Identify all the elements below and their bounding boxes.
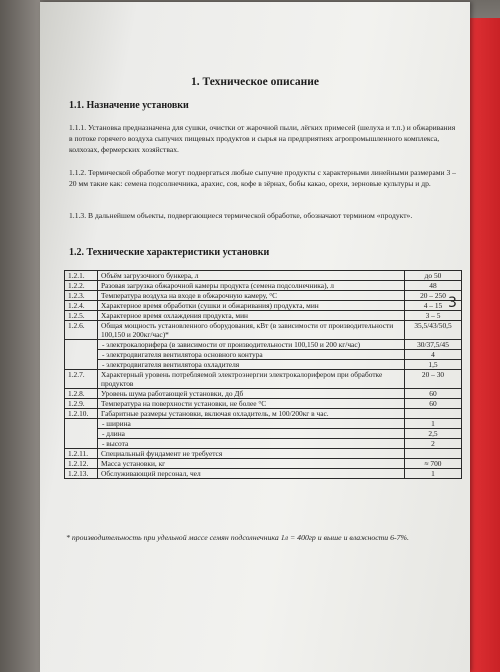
table-cell-num — [65, 419, 98, 429]
table-row — [65, 360, 462, 370]
table-cell-val: 60 — [405, 389, 462, 399]
table-row — [65, 459, 462, 469]
table-cell-desc: Разовая загрузка обжарочной камеры продукта (семена подсолнечника), л — [98, 281, 405, 291]
table-row — [65, 350, 462, 360]
section-heading-specs: 1.2. Технические характеристики установки — [69, 247, 270, 258]
table-cell-num: 1.2.8. — [65, 389, 98, 399]
table-cell-desc: Специальный фундамент не требуется — [98, 449, 405, 459]
table-cell-desc: Уровень шума работающей установки, до Дб — [98, 389, 405, 399]
table-cell-desc: Характерный уровень потребляемой электроэнергии электрокалорифером при обработке продуктов — [98, 370, 405, 389]
table-cell-num: 1.2.1. — [65, 271, 98, 281]
table-row — [65, 469, 462, 479]
table-cell-val — [405, 409, 462, 419]
table-cell-val: 20 – 30 — [405, 370, 462, 389]
table-cell-desc: Температура воздуха на входе в обжарочную камеру, °С — [98, 291, 405, 301]
table-cell-desc: Характерное время охлаждения продукта, мин — [98, 311, 405, 321]
page-title: 1. Техническое описание — [191, 76, 319, 88]
table-row — [65, 409, 462, 419]
table-row — [65, 439, 462, 449]
table-cell-val: ≈ 700 — [405, 459, 462, 469]
table-cell-num: 1.2.12. — [65, 459, 98, 469]
table-cell-val: 1 — [405, 419, 462, 429]
table-row — [65, 321, 462, 340]
document-page — [40, 2, 470, 672]
table-cell-num: 1.2.2. — [65, 281, 98, 291]
paragraph-1-1-1: 1.1.1. Установка предназначена для сушки, очистки от жарочной пыли, лёгких примесей (шелуха и т.п.) и обжаривания в потоке горячего воздуха сыпучих пищевых продуктов и сырья на предприятиях агропромышленного комплекса, колхозах, фермерских хозяйствах. — [69, 123, 456, 154]
table-cell-val: 1 — [405, 469, 462, 479]
table-cell-desc: Общая мощность установленного оборудования, кВт (в зависимости от производительности 100,150 и 200кг/час)* — [98, 321, 405, 340]
table-row — [65, 291, 462, 301]
table-cell-num: 1.2.7. — [65, 370, 98, 389]
table-row — [65, 389, 462, 399]
table-cell-num: 1.2.6. — [65, 321, 98, 340]
table-cell-val: 20 – 250 — [405, 291, 462, 301]
table-cell-desc: - ширина — [98, 419, 405, 429]
paragraph-1-1-2: 1.1.2. Термической обработке могут подвергаться любые сыпучие продукты с характерными линейными размерами 3 – 20 мм такие как: семена подсолнечника, арахис, соя, кофе в зёрнах, бобы какао, орехи, зерновые культуры и др. — [69, 168, 456, 188]
table-row — [65, 301, 462, 311]
table-cell-desc: Обслуживающий персонал, чел — [98, 469, 405, 479]
table-cell-num: 1.2.10. — [65, 409, 98, 419]
table-cell-desc: Масса установки, кг — [98, 459, 405, 469]
background-shadow — [0, 0, 40, 672]
table-cell-num — [65, 350, 98, 360]
handwritten-page-mark: 3 — [448, 295, 457, 311]
table-cell-num: 1.2.13. — [65, 469, 98, 479]
table-cell-num: 1.2.3. — [65, 291, 98, 301]
table-cell-desc: Габаритные размеры установки, включая охладитель, м 100/200кг в час. — [98, 409, 405, 419]
table-cell-num — [65, 340, 98, 350]
footnote: * производительность при удельной массе семян подсолнечника 1л = 400гр и выше и влажности 6-7%. — [66, 533, 409, 542]
table-row — [65, 311, 462, 321]
table-cell-desc: Характерное время обработки (сушки и обжаривания) продукта, мин — [98, 301, 405, 311]
table-cell-num — [65, 429, 98, 439]
table-cell-num — [65, 360, 98, 370]
table-cell-val: 48 — [405, 281, 462, 291]
table-cell-desc: - электрокалорифера (в зависимости от производительности 100,150 и 200 кг/час) — [98, 340, 405, 350]
table-cell-desc: - высота — [98, 439, 405, 449]
table-cell-desc: - длина — [98, 429, 405, 439]
table-cell-val: 2 — [405, 439, 462, 449]
section-heading-purpose: 1.1. Назначение установки — [69, 100, 189, 111]
table-cell-val: 1,5 — [405, 360, 462, 370]
table-row — [65, 399, 462, 409]
specs-table — [64, 270, 462, 479]
table-cell-desc: Объём загрузочного бункера, л — [98, 271, 405, 281]
table-row — [65, 281, 462, 291]
table-row — [65, 370, 462, 389]
table-cell-desc: - электродвигателя вентилятора основного контура — [98, 350, 405, 360]
paragraph-1-1-3: 1.1.3. В дальнейшем объекты, подвергающиеся термической обработке, обозначают термином «продукт». — [69, 211, 413, 220]
table-cell-val: 30/37,5/45 — [405, 340, 462, 350]
table-cell-num: 1.2.5. — [65, 311, 98, 321]
table-cell-val: 2,5 — [405, 429, 462, 439]
table-cell-desc: Температура на поверхности установки, не более °С — [98, 399, 405, 409]
table-cell-val: до 50 — [405, 271, 462, 281]
table-cell-num: 1.2.4. — [65, 301, 98, 311]
table-row — [65, 429, 462, 439]
table-cell-val: 3 – 5 — [405, 311, 462, 321]
table-row — [65, 449, 462, 459]
table-cell-val: 4 — [405, 350, 462, 360]
table-cell-val: 60 — [405, 399, 462, 409]
table-cell-num: 1.2.9. — [65, 399, 98, 409]
table-cell-val: 35,5/43/50,5 — [405, 321, 462, 340]
table-row — [65, 271, 462, 281]
table-cell-val — [405, 449, 462, 459]
table-cell-num — [65, 439, 98, 449]
table-row — [65, 340, 462, 350]
table-cell-num: 1.2.11. — [65, 449, 98, 459]
table-cell-desc: - электродвигателя вентилятора охладителя — [98, 360, 405, 370]
table-cell-val: 4 – 15 — [405, 301, 462, 311]
table-row — [65, 419, 462, 429]
